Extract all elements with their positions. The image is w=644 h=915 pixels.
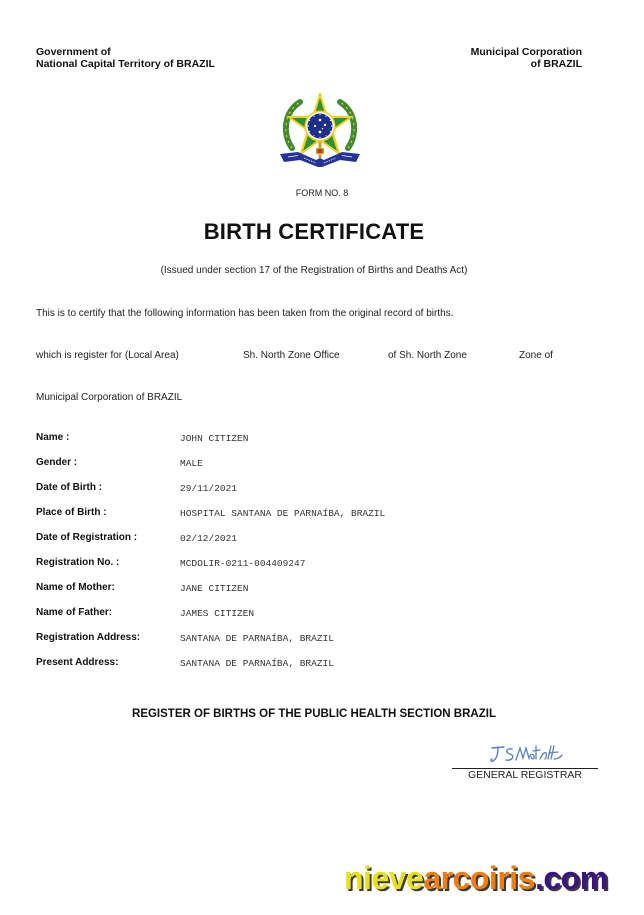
field-row-name	[36, 431, 596, 456]
document-title: BIRTH CERTIFICATE	[203, 219, 425, 244]
field-label: Name of Mother:	[36, 582, 115, 593]
certify-text: This is to certify that the following information has been taken from the original record of births.	[36, 308, 454, 319]
field-label: Registration Address:	[36, 632, 141, 643]
field-value: MALE	[180, 458, 203, 469]
government-line-1: Government of	[36, 46, 111, 58]
field-value: SANTANA DE PARNAÍBA, BRAZIL	[180, 658, 334, 669]
signature-icon	[488, 740, 564, 766]
field-value: JANE CITIZEN	[180, 583, 249, 594]
watermark-part-3: .com	[534, 860, 608, 896]
field-row-place-of-birth	[36, 506, 596, 531]
municipal-line-2: of BRAZIL	[530, 58, 582, 70]
field-label: Gender :	[36, 457, 78, 468]
field-row-present-address	[36, 656, 596, 681]
registered-prefix: which is register for (Local Area)	[36, 350, 179, 361]
register-title: REGISTER OF BIRTHS OF THE PUBLIC HEALTH SECTION BRAZIL	[132, 708, 496, 720]
field-value: SANTANA DE PARNAÍBA, BRAZIL	[180, 633, 334, 644]
local-area: Sh. North Zone Office	[243, 350, 340, 361]
document-subtitle: (Issued under section 17 of the Registration of Births and Deaths Act)	[160, 265, 468, 276]
government-line-2: National Capital Territory of BRAZIL	[36, 58, 215, 70]
zone-suffix: Zone of	[519, 350, 553, 361]
field-label: Date of Registration :	[36, 532, 138, 543]
field-label: Name :	[36, 432, 70, 443]
signature-title: GENERAL REGISTRAR	[468, 769, 582, 781]
certificate-fields	[36, 431, 596, 681]
field-row-mother	[36, 581, 596, 606]
field-value: JAMES CITIZEN	[180, 608, 255, 619]
field-label: Date of Birth :	[36, 482, 103, 493]
watermark-part-1: nieve	[344, 860, 424, 896]
zone-name: of Sh. North Zone	[388, 350, 467, 361]
field-row-gender	[36, 456, 596, 481]
municipal-line: Municipal Corporation of BRAZIL	[36, 392, 183, 403]
government-header	[36, 46, 215, 70]
field-label: Place of Birth :	[36, 507, 107, 518]
municipal-header	[471, 46, 582, 70]
field-row-registration-address	[36, 631, 596, 656]
field-value: 02/12/2021	[180, 533, 238, 544]
field-label: Name of Father:	[36, 607, 113, 618]
field-value: MCDOLIR-0211-004409247	[180, 558, 306, 569]
field-label: Registration No. :	[36, 557, 120, 568]
watermark-logo	[344, 860, 608, 897]
municipal-line-1: Municipal Corporation	[470, 46, 582, 58]
field-value: JOHN CITIZEN	[180, 433, 249, 444]
brazil-coat-of-arms-icon	[278, 90, 362, 168]
field-label: Present Address:	[36, 657, 119, 668]
field-row-father	[36, 606, 596, 631]
watermark-part-2: arcoiris	[423, 860, 535, 896]
field-row-date-of-registration	[36, 531, 596, 556]
field-row-date-of-birth	[36, 481, 596, 506]
form-number: FORM NO. 8	[295, 188, 349, 198]
field-value: 29/11/2021	[180, 483, 238, 494]
field-row-registration-no	[36, 556, 596, 581]
field-value: HOSPITAL SANTANA DE PARNAÍBA, BRAZIL	[180, 508, 386, 519]
